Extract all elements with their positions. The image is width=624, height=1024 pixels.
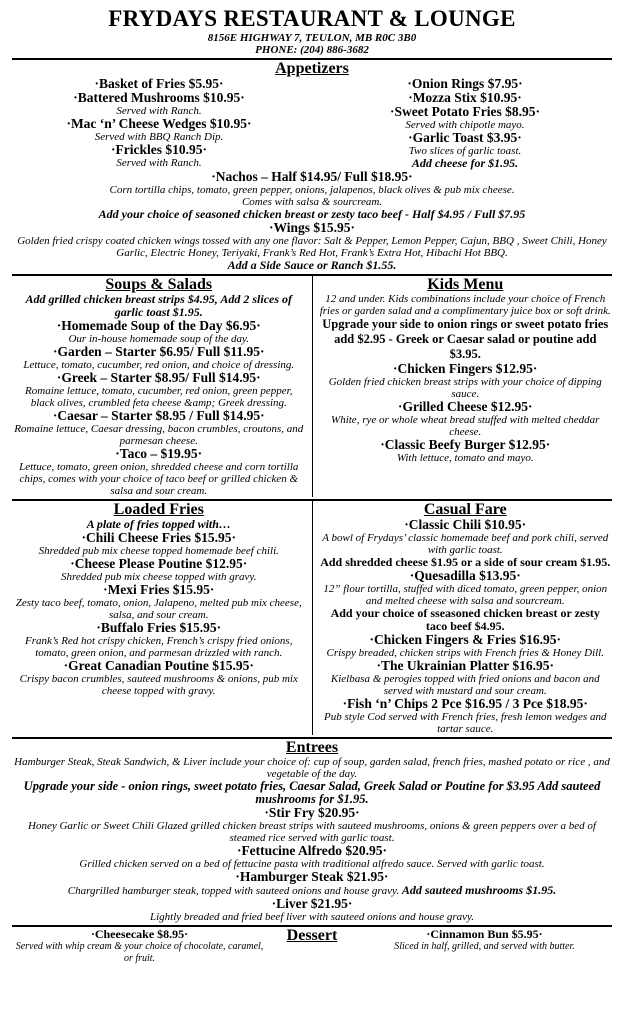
menu-item-name: ·Fish ‘n’ Chips 2 Pce $16.95 / 3 Pce $18.95· xyxy=(342,696,588,711)
menu-item-name: ·Chili Cheese Fries $15.95· xyxy=(81,530,236,545)
entrees-heading: Entrees xyxy=(285,739,339,756)
menu-item-desc: 12” flour tortilla, stuffed with diced tomato, green pepper, onion and melted cheese with salsa and sourcream. xyxy=(323,583,608,607)
appetizers-section xyxy=(12,60,612,272)
dessert-right xyxy=(357,927,612,953)
menu-item-desc: Romaine lettuce, Caesar dressing, bacon crumbles, croutons, and parmesan cheese. xyxy=(14,423,304,447)
menu-item-desc: A bowl of Frydays’ classic homemade beef and pork chili, served with garlic toast. xyxy=(322,532,609,556)
menu-item-desc: Sliced in half, grilled, and served with butter. xyxy=(394,941,575,952)
menu-item-name: ·Fettucine Alfredo $20.95· xyxy=(236,843,388,858)
kids-heading: Kids Menu xyxy=(427,276,504,293)
entrees-intro: Hamburger Steak, Steak Sandwich, & Liver include your choice of: cup of soup, garden salad, french fries, mashed potato or rice , and vegetable of the day. xyxy=(14,756,610,780)
menu-item-desc: Frank’s Red hot crispy chicken, French’s crispy fried onions, tomato, green onion, and parmesan drizzled with ranch. xyxy=(25,635,293,659)
menu-item-name: ·Mac ‘n’ Cheese Wedges $10.95· xyxy=(66,116,252,131)
addon-note: Add sauteed mushrooms $1.95. xyxy=(401,883,557,897)
menu-item-desc: Crispy bacon crumbles, sauteed mushrooms & onions, pub mix cheese topped with gravy. xyxy=(19,673,298,697)
menu-item-desc: Zesty taco beef, tomato, onion, Jalapeno, melted pub mix cheese, salsa, and sour cream. xyxy=(15,597,302,621)
menu-item-desc: Our in-house homemade soup of the day. xyxy=(68,333,250,345)
appetizers-left xyxy=(12,77,312,170)
soups-kids-row xyxy=(12,276,612,497)
menu-item-name: ·Hamburger Steak $21.95· xyxy=(235,869,389,884)
menu-item-name: ·Frickles $10.95· xyxy=(111,142,207,157)
menu-item-name: ·Great Canadian Poutine $15.95· xyxy=(63,658,254,673)
menu-item-name: ·Taco – $19.95· xyxy=(115,446,203,461)
menu-item-desc: Crispy breaded, chicken strips with French fries & Honey Dill. xyxy=(326,647,604,659)
menu-item-name: ·Buffalo Fries $15.95· xyxy=(96,620,222,635)
menu-item-desc: Kielbasa & perogies topped with fried onions and bacon and served with mustard and sour cream. xyxy=(330,673,600,697)
menu-item-name: ·Garden – Starter $6.95/ Full $11.95· xyxy=(52,344,265,359)
addon-note: Add your choice of seasoned chicken breast or zesty taco beef - Half $4.95 / Full $7.95 xyxy=(98,207,526,221)
menu-item-name: ·Quesadilla $13.95· xyxy=(409,568,521,583)
menu-item-desc: Served with BBQ Ranch Dip. xyxy=(94,131,224,143)
menu-item-name: ·Cinnamon Bun $5.95· xyxy=(426,927,543,941)
menu-item-desc: Corn tortilla chips, tomato, green pepper, onions, jalapenos, black olives & pub mix cheese. xyxy=(109,184,515,196)
menu-item-desc: Honey Garlic or Sweet Chili Glazed grilled chicken breast strips with sauteed mushrooms, onions & green peppers over a bed of steamed rice served with garlic toast. xyxy=(28,820,596,844)
menu-item-desc: Lettuce, tomato, green onion, shredded cheese and corn tortilla chips, comes with your choice of taco beef or grilled chicken & salsa and sour cream. xyxy=(19,461,299,497)
menu-item-name: ·Homemade Soup of the Day $6.95· xyxy=(56,318,261,333)
menu-item-desc: Golden fried crispy coated chicken wings tossed with any one flavor: Salt & Pepper, Lemon Pepper, Cajun, BBQ , Sweet Chili, Honey Garlic, Electric Honey, Teriyaki, Frank’s Red Hot, Frank’s Extra Hot, Hibachi Hot BBQ. xyxy=(17,235,607,259)
menu-item-desc: Shredded pub mix cheese topped homemade beef chili. xyxy=(38,545,279,557)
menu-item-desc-text: Chargrilled hamburger steak, topped with sauteed onions and house gravy. xyxy=(67,885,400,897)
addon-note: Add cheese for $1.95. xyxy=(411,156,519,170)
casual-heading: Casual Fare xyxy=(423,501,507,518)
loaded-heading: Loaded Fries xyxy=(113,501,204,518)
soups-heading: Soups & Salads xyxy=(105,276,213,293)
menu-item-desc: Grilled chicken served on a bed of fettucine pasta with traditional alfredo sauce. Served with garlic toast. xyxy=(79,858,545,870)
menu-item-desc: Golden fried chicken breast strips with your choice of dipping sauce. xyxy=(328,376,602,400)
menu-item-name: ·Grilled Cheese $12.95· xyxy=(397,399,533,414)
restaurant-address: 8156E HIGHWAY 7, TEULON, MB R0C 3B0 xyxy=(207,32,417,44)
menu-item-desc: Served with chipotle mayo. xyxy=(405,119,525,131)
menu-item-desc: Pub style Cod served with French fries, fresh lemon wedges and tartar sauce. xyxy=(324,711,607,735)
menu-item-name: ·Battered Mushrooms $10.95· xyxy=(73,90,245,105)
menu-item-desc: Served with Ranch. xyxy=(116,105,202,117)
menu-item-desc: White, rye or whole wheat bread stuffed with melted cheddar cheese. xyxy=(331,414,600,438)
menu-item-desc: Lettuce, tomato, cucumber, red onion, and choice of dressing. xyxy=(23,359,295,371)
kids-intro: 12 and under. Kids combinations include your choice of French fries or garden salad and a complimentary juice box or soft drink. xyxy=(319,293,611,317)
addon-note: Add your choice of sseasoned chicken breast or zesty taco beef $4.95. xyxy=(330,606,600,633)
dessert-left xyxy=(12,927,267,965)
addon-note: Add a Side Sauce or Ranch $1.55. xyxy=(227,258,397,272)
loaded-section xyxy=(12,501,313,735)
menu-item-name: ·Nachos – Half $14.95/ Full $18.95· xyxy=(211,169,413,184)
menu-item-name: ·Garlic Toast $3.95· xyxy=(408,130,522,145)
menu-item-name: ·Liver $21.95· xyxy=(271,896,353,911)
menu-item-name: ·Classic Beefy Burger $12.95· xyxy=(380,437,551,452)
appetizers-right xyxy=(312,77,612,170)
menu-item-name: ·Wings $15.95· xyxy=(268,220,356,235)
menu-item-name: ·Stir Fry $20.95· xyxy=(264,805,360,820)
menu-item-desc: Shredded pub mix cheese topped with gravy. xyxy=(61,571,257,583)
soups-section xyxy=(12,276,313,497)
loaded-casual-row xyxy=(12,501,612,735)
menu-item-desc: Romaine lettuce, tomato, cucumber, red onion, green pepper, black olives, crumbled feta cheese &amp; Greek dressing. xyxy=(25,385,293,409)
addon-note: Upgrade your side - onion rings, sweet potato fries, Caesar Salad, Greek Salad or Poutine for $3.95 Add sauteed mushrooms for $1.95. xyxy=(23,779,601,806)
appetizers-heading: Appetizers xyxy=(275,60,349,77)
menu-item-name: ·Cheese Please Poutine $12.95· xyxy=(70,556,248,571)
menu-item-desc: With lettuce, tomato and mayo. xyxy=(396,452,534,464)
menu-item-desc: Lightly breaded and fried beef liver with sauteed onions and house gravy. xyxy=(149,911,475,923)
menu-item-desc: Two slices of garlic toast. xyxy=(408,145,522,157)
menu-item-name: ·Mozza Stix $10.95· xyxy=(408,90,522,105)
menu-item-desc: Comes with salsa & sourcream. xyxy=(241,196,383,208)
restaurant-title: FRYDAYS RESTAURANT & LOUNGE xyxy=(108,6,516,31)
dessert-heading: Dessert xyxy=(286,927,338,944)
dessert-heading-wrap xyxy=(267,927,357,944)
menu-item-desc: Served with whip cream & your choice of chocolate, caramel, or fruit. xyxy=(15,941,264,964)
menu-item-name: ·Cheesecake $8.95· xyxy=(90,927,189,941)
appetizers-columns xyxy=(12,77,612,170)
menu-item-name: ·Caesar – Starter $8.95 / Full $14.95· xyxy=(52,408,265,423)
restaurant-phone: PHONE: (204) 886-3682 xyxy=(255,44,369,56)
addon-note: Add shredded cheese $1.95 or a side of sour cream $1.95. xyxy=(320,555,611,569)
menu-item-name: ·The Ukrainian Platter $16.95· xyxy=(376,658,554,673)
dessert-section xyxy=(12,927,612,965)
menu-item-name: ·Mexi Fries $15.95· xyxy=(103,582,215,597)
addon-note: Add grilled chicken breast strips $4.95, Add 2 slices of garlic toast $1.95. xyxy=(25,292,293,319)
menu-item-name: ·Chicken Fingers & Fries $16.95· xyxy=(369,632,562,647)
casual-section xyxy=(313,501,613,735)
menu-item-name: ·Greek – Starter $8.95/ Full $14.95· xyxy=(56,370,261,385)
menu-item-name: ·Chicken Fingers $12.95· xyxy=(393,361,538,376)
menu-item-name: ·Classic Chili $10.95· xyxy=(404,517,527,532)
addon-note: Upgrade your side to onion rings or sweet potato fries add $2.95 - Greek or Caesar salad or poutine add $3.95. xyxy=(322,317,609,361)
kids-section xyxy=(313,276,613,497)
menu-item-desc: Served with Ranch. xyxy=(116,157,202,169)
menu-item-name: ·Basket of Fries $5.95· xyxy=(94,76,224,91)
entrees-section xyxy=(12,739,612,923)
menu-item-name: ·Sweet Potato Fries $8.95· xyxy=(390,104,540,119)
menu-item-name: ·Onion Rings $7.95· xyxy=(407,76,523,91)
loaded-intro: A plate of fries topped with… xyxy=(86,517,231,531)
